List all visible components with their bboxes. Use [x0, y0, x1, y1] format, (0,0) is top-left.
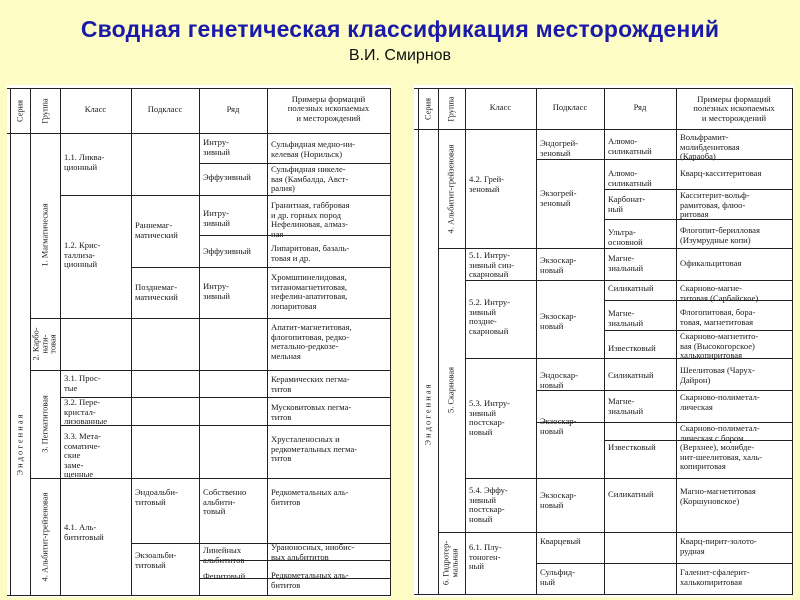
ryad-intruzivniy-3: Интру- зивный	[203, 281, 231, 301]
example-r7: Флогопитовая, бора- товая, магнетитовая	[680, 307, 756, 327]
subclass-rannemagmaticheskiy: Раннемаг- матический	[135, 220, 178, 240]
classification-table-right	[414, 85, 793, 597]
example-r14: Галенит-сфалерит- халькопиритовая	[680, 567, 750, 587]
subclass-ekzoskarnoviy-2: Экзоскар- новый	[540, 311, 577, 331]
header-podklass-r: Подкласс	[552, 102, 588, 112]
subclass-ekzoskarnoviy-4: Экзоскар- новый	[540, 490, 577, 510]
header-primery: Примеры формаций полезных ископаемых и месторождений	[287, 94, 370, 123]
group-skarnovaya: 5. Скарновая	[446, 367, 456, 413]
group-karbonatitovaya: 2. Карбо- нати- товая	[31, 327, 58, 361]
group-magmaticheskaya: 1. Магматическая	[40, 203, 50, 267]
series-endogennaya: Э н д о г е н н а я	[15, 414, 25, 476]
header-primery-r: Примеры формаций полезных ископаемых и месторождений	[693, 94, 775, 123]
page-author: В.И. Смирнов	[348, 47, 452, 64]
example-11: Ураноносных, ниобис- вых альбититов	[271, 542, 355, 562]
class-6-1: 6.1. Плу- тоноген- ный	[469, 542, 502, 572]
example-r10: Скарново-полиметал- лическая	[680, 392, 760, 412]
example-r1: Вольфрамит- молибденитовая (Караоба)	[680, 132, 740, 162]
subclass-endogreyzenoviy: Эндогрей- зеновый	[540, 138, 579, 158]
class-3-1: 3.1. Прос- тые	[64, 373, 101, 393]
subclass-endoalbititoviy: Эндоальби- титовый	[135, 487, 178, 507]
ryad-magnezialniy-1: Магне- зиальный	[608, 253, 644, 273]
header-gruppa: Группа	[40, 98, 50, 124]
example-4: Липаритовая, базаль- товая и др.	[271, 243, 350, 263]
header-gruppa-r: Группа	[446, 96, 456, 122]
header-podklass: Подкласс	[147, 104, 183, 114]
group-pegmatitovaya: 3. Пегматитовая	[40, 395, 50, 453]
header-seriya-r: Серия	[423, 98, 433, 120]
example-6: Апатит-магнетитовая, флогопитовая, редко- метально-редкозе- мельная	[271, 322, 352, 361]
group-albitit-greyzenovaya: 4. Альбитит-грейзеновая	[40, 492, 50, 582]
subclass-ekzogreyzenoviy: Экзогрей- зеновый	[540, 188, 577, 208]
example-12: Редкометальных аль- бититов	[271, 570, 349, 590]
ryad-lineynyh-albititov: Линейных альбититов	[203, 545, 245, 565]
example-1: Сульфидная медно-ни- келевая (Норильск)	[271, 139, 356, 159]
header-klass-r: Класс	[489, 102, 512, 112]
class-4-1: 4.1. Аль- бититовый	[64, 522, 104, 542]
header-seriya: Серия	[15, 100, 25, 122]
example-r12: Магно-магнетитовая (Коршуновское)	[680, 486, 756, 506]
header-ryad: Ряд	[226, 104, 240, 114]
ryad-ultraosnovnoy: Ультра- основной	[608, 227, 643, 247]
class-3-2: 3.2. Пере- кристал- лизованные	[64, 397, 108, 427]
example-r2: Кварц-касситеритовая	[680, 168, 762, 178]
ryad-intruzivniy-2: Интру- зивный	[203, 208, 231, 228]
example-r13: Кварц-пирит-золото- рудная	[680, 536, 757, 556]
ryad-silikatniy-1: Силикатный	[608, 283, 654, 293]
ryad-fenitoviy: Фенитовый	[203, 571, 246, 581]
class-1-2: 1.2. Крис- таллиза- ционный	[64, 240, 101, 270]
example-r9: Шеелитовая (Чарух- Дайрон)	[680, 365, 755, 385]
example-r8: Скарново-магнетито- вая (Высокогорское) халькопиритовая	[680, 331, 759, 361]
example-2: Сульфидная никеле- вая (Камбалда, Авст- ралия)	[271, 164, 349, 194]
example-r11: Скарново-полиметал- лическая с бором (Верхнее), молибде- нит-шеелитовая, халь- копиритовая	[680, 423, 763, 472]
ryad-silikatniy-2: Силикатный	[608, 370, 654, 380]
classification-table-left	[7, 85, 391, 597]
example-r6: Скарново-магне- титовая (Сарбайское)	[680, 283, 759, 303]
ryad-alyumosilikatniy-1: Алюмо- силикатный	[608, 136, 652, 156]
ryad-sobstvenno-albititoviy: Собственно альбити- товый	[203, 487, 247, 517]
group-gidrotermalnaya: 6. Гидротер- мальная	[441, 540, 459, 586]
class-5-1: 5.1. Интру- зивный син- скарновый	[469, 250, 515, 280]
class-5-3: 5.3. Интру- зивный постскар- новый	[469, 398, 511, 437]
class-4-2: 4.2. Грей- зеновый	[469, 174, 505, 194]
example-8: Мусковитовых пегма- титов	[271, 402, 352, 422]
class-3-3: 3.3. Мета- соматиче- ские заме- щенные	[64, 431, 101, 480]
subclass-endoskarnoviy: Эндоскар- новый	[540, 370, 578, 390]
subclass-sulfidniy: Сульфид- ный	[540, 567, 576, 587]
header-klass: Класс	[84, 104, 107, 114]
ryad-alyumosilikatniy-2: Алюмо- силикатный	[608, 168, 652, 188]
subclass-ekzoskarnoviy-3: Экзоскар- новый	[540, 416, 577, 436]
header-ryad-r: Ряд	[633, 102, 647, 112]
series-endogennaya-r: Э н д о г е н н а я	[423, 384, 433, 446]
subclass-ekzoskarnoviy-1: Экзоскар- новый	[540, 255, 577, 275]
subclass-pozdnemagmaticheskiy: Позднемаг- матический	[135, 282, 178, 302]
ryad-karbonatniy: Карбонат- ный	[608, 194, 646, 214]
example-r4: Флогопит-берилловая (Изумрудные копи)	[680, 225, 760, 245]
ryad-silikatniy-3: Силикатный	[608, 489, 654, 499]
class-5-4: 5.4. Эффу- зивный постскар- новый	[469, 485, 508, 524]
example-5: Хромшпинелидовая, титаномагнетитовая, нефелин-апатитовая, лопаритовая	[271, 272, 348, 311]
subclass-kvarceviy: Кварцевый	[540, 536, 581, 546]
example-9: Хрусталеносных и редкометальных пегма- титов	[271, 434, 358, 464]
example-r5: Офикальцитовая	[680, 258, 742, 268]
ryad-izvestkoviy-1: Известковый	[608, 343, 656, 353]
ryad-magnezialniy-3: Магне- зиальный	[608, 396, 644, 416]
ryad-izvestkoviy-2: Известковый	[608, 442, 656, 452]
subclass-ekzoalbititoviy: Экзоальби- титовый	[135, 550, 177, 570]
example-10: Редкометальных аль- бититов	[271, 487, 349, 507]
class-1-1: 1.1. Ликва- ционный	[64, 152, 105, 172]
example-3: Гранитная, габбровая и др. горных пород Нефелиновая, алмаз- ная	[271, 200, 350, 239]
ryad-effuzivniy-1: Эффузивный	[203, 172, 251, 182]
group-albitit-greyzenovaya-r: 4. Альбитит-грейзеновая	[446, 144, 456, 234]
page-title: Сводная генетическая классификация месторождений	[80, 16, 720, 42]
example-r3: Касситерит-вольф- рамитовая, флюо- ритовая	[680, 190, 750, 220]
ryad-intruzivniy-1: Интру- зивный	[203, 137, 231, 157]
class-5-2: 5.2. Интру- зивный позднe- скарновый	[469, 297, 511, 336]
ryad-effuzivniy-2: Эффузивный	[203, 246, 251, 256]
example-7: Керамических пегма- титов	[271, 374, 350, 394]
ryad-magnezialniy-2: Магне- зиальный	[608, 308, 644, 328]
